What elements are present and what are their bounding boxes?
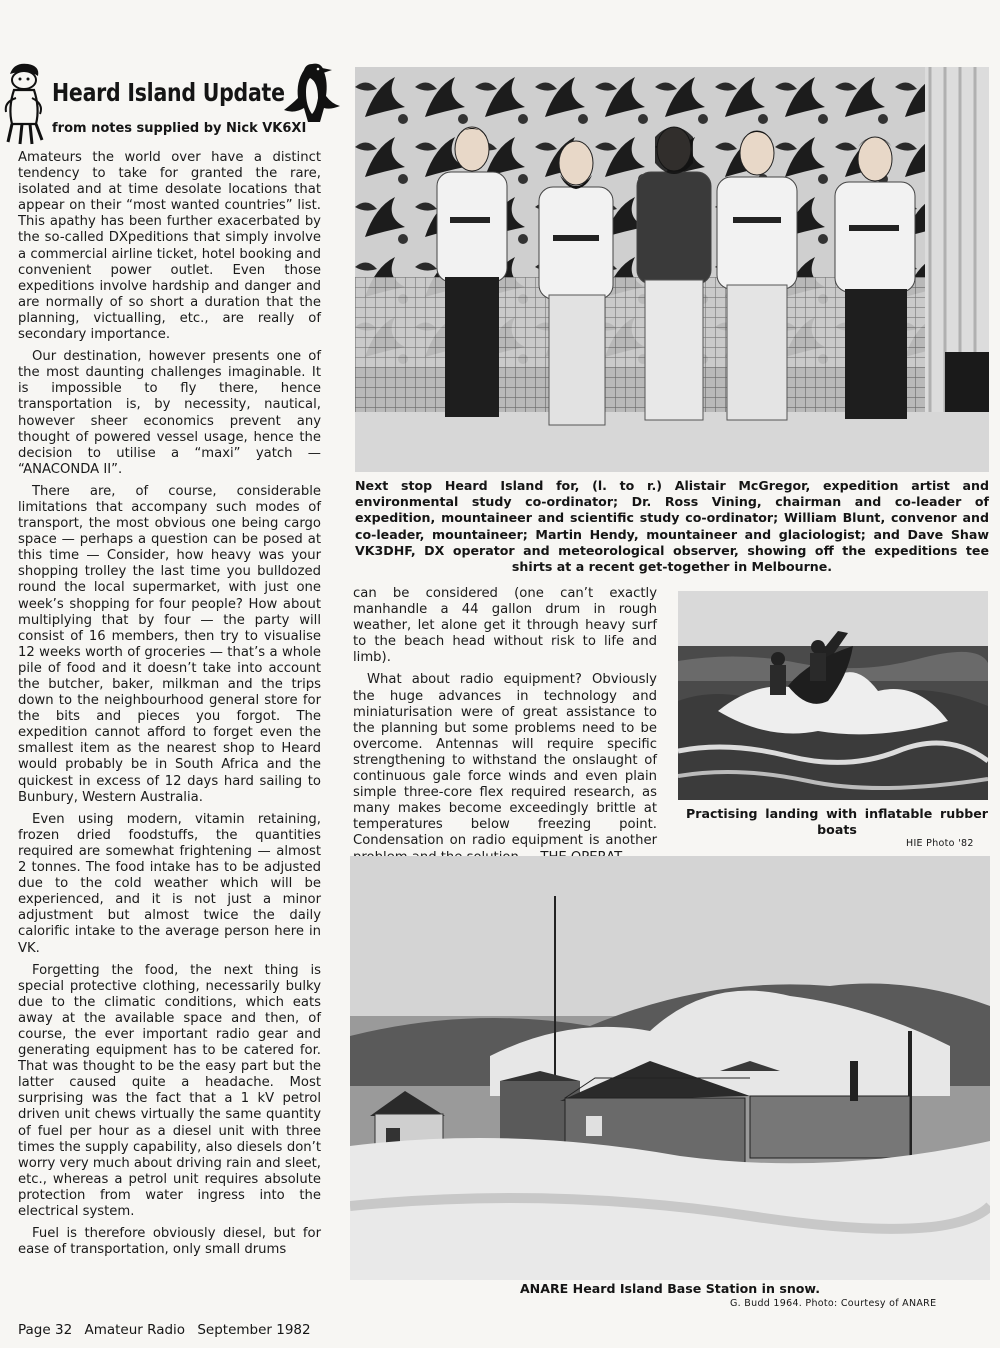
article-byline: from notes supplied by Nick VK6XI <box>52 121 307 136</box>
footer-date: September 1982 <box>197 1322 311 1338</box>
paragraph: Fuel is therefore obviously diesel, but for ease of transportation, only small drums <box>18 1226 321 1258</box>
mascot-illustration <box>2 58 48 148</box>
base-station-photo <box>350 856 990 1280</box>
penguin-illustration <box>282 58 344 128</box>
boat-photo-credit: HIE Photo '82 <box>906 838 974 849</box>
paragraph: What about radio equipment? Obviously the huge advances in technology and miniaturisation were of great assistance to the planning but some problems need to be overcome. Antennas will require specific strengthening to withstand the onslaught of continuous gale force winds and even plain simple three-core flex required research, as many makes become exceedingly brittle at temperatures below freezing point. Condensation on radio equipment is another <box>353 672 657 849</box>
article-column-2 <box>353 586 657 872</box>
article-title: Heard Island Update <box>52 78 285 107</box>
page-footer <box>18 1322 319 1338</box>
team-photo <box>355 67 989 472</box>
footer-magazine: Amateur Radio <box>84 1322 186 1338</box>
paragraph: Even using modern, vitamin retaining, frozen dried foodstuffs, the quantities required are somewhat frightening — almost 2 tonnes. The food intake has to be adjusted due to the cold weather which will be experienced, and it is not just a minor adjustment but almost twice the daily calorific intake to the average person here in VK. <box>18 811 321 956</box>
footer-page-number: Page 32 <box>18 1322 73 1338</box>
paragraph: There are, of course, considerable limitations that accompany such modes of transport, the most obvious one being cargo space — perhaps a question can be posed at this time — Consider, how heavy was your shopping trolley the last time you bulldozed round the local supermarket, with just one week’s shopping for four people? How about multiplying that by four — the party will consist of 16 members, then try to visualise 12 weeks worth of groceries — that’s a whole pile of food and it doesn’t take into account the butcher, baker, milkman and the trips down to the neighbourhood general store for the bits and pieces you forgot. The expedition cannot afford to forget even the smallest item as the nearest shop to Heard would probably be in South Africa and the quickest in excess of 12 days hard sailing to Bunbury, Western Australia. <box>18 483 321 805</box>
paragraph: can be considered (one can’t exactly manhandle a 44 gallon drum in rough weather, let alone get it through heavy surf to the beach head without risk to life and limb). <box>353 586 657 666</box>
paragraph: Our destination, however presents one of the most daunting challenges imaginable. It is impossible to fly there, hence transportation is, by necessity, nautical, however sheer economics prevent any thought of powered vessel usage, hence the decision to utilise a “maxi” yatch — “ANACONDA II”. <box>18 349 321 477</box>
paragraph: Forgetting the food, the next thing is special protective clothing, necessarily bulky due to the climatic conditions, which eats away at the available space and then, of course, the ever important radio gear and generating equipment has to be catered for. That was thought to be the easy part but the latter caused quite a headache. Most surprising was the fact that a 1 kV petrol driven unit chews virtually the same quantity of fuel per hour as a diesel unit with three times the supply capability, also diesels don’t worry very much about driving rain and sleet, etc., whereas a petrol unit requires absolute protection from water ingress into the electrical system. <box>18 962 321 1219</box>
team-photo-caption: Next stop Heard Island for, (l. to r.) Alistair McGregor, expedition artist and environmental study co-ordinator; Dr. Ross Vining, chairman and co-leader of expedition, mountaineer and scientific study co-ordinator; William Blunt, convenor and co-leader, mountaineer; Martin Hendy, mountaineer and glaciologist; and Dave Shaw VK3DHF, DX operator and meteorological observer, showing off the expeditions tee shirts at a recent get-together in Melbourne. <box>355 478 989 575</box>
paragraph: Amateurs the world over have a distinct tendency to take for granted the rare, isolated and at time desolate locations that appear on their “most wanted countries” list. This apathy has been further exacerbated by the so-called DXpeditions that simply involve a commercial airline ticket, hotel booking and convenient power outlet. Even those expeditions involve hardship and danger and are normally of so short a duration that the planning, victualling, etc., are really of secondary importance. <box>18 150 321 343</box>
base-station-caption: ANARE Heard Island Base Station in snow. <box>519 1281 821 1296</box>
base-station-credit: G. Budd 1964. Photo: Courtesy of ANARE <box>730 1298 937 1309</box>
boat-photo <box>678 591 988 800</box>
article-column-1 <box>18 150 321 1264</box>
boat-photo-caption: Practising landing with inflatable rubber boats <box>686 806 988 838</box>
